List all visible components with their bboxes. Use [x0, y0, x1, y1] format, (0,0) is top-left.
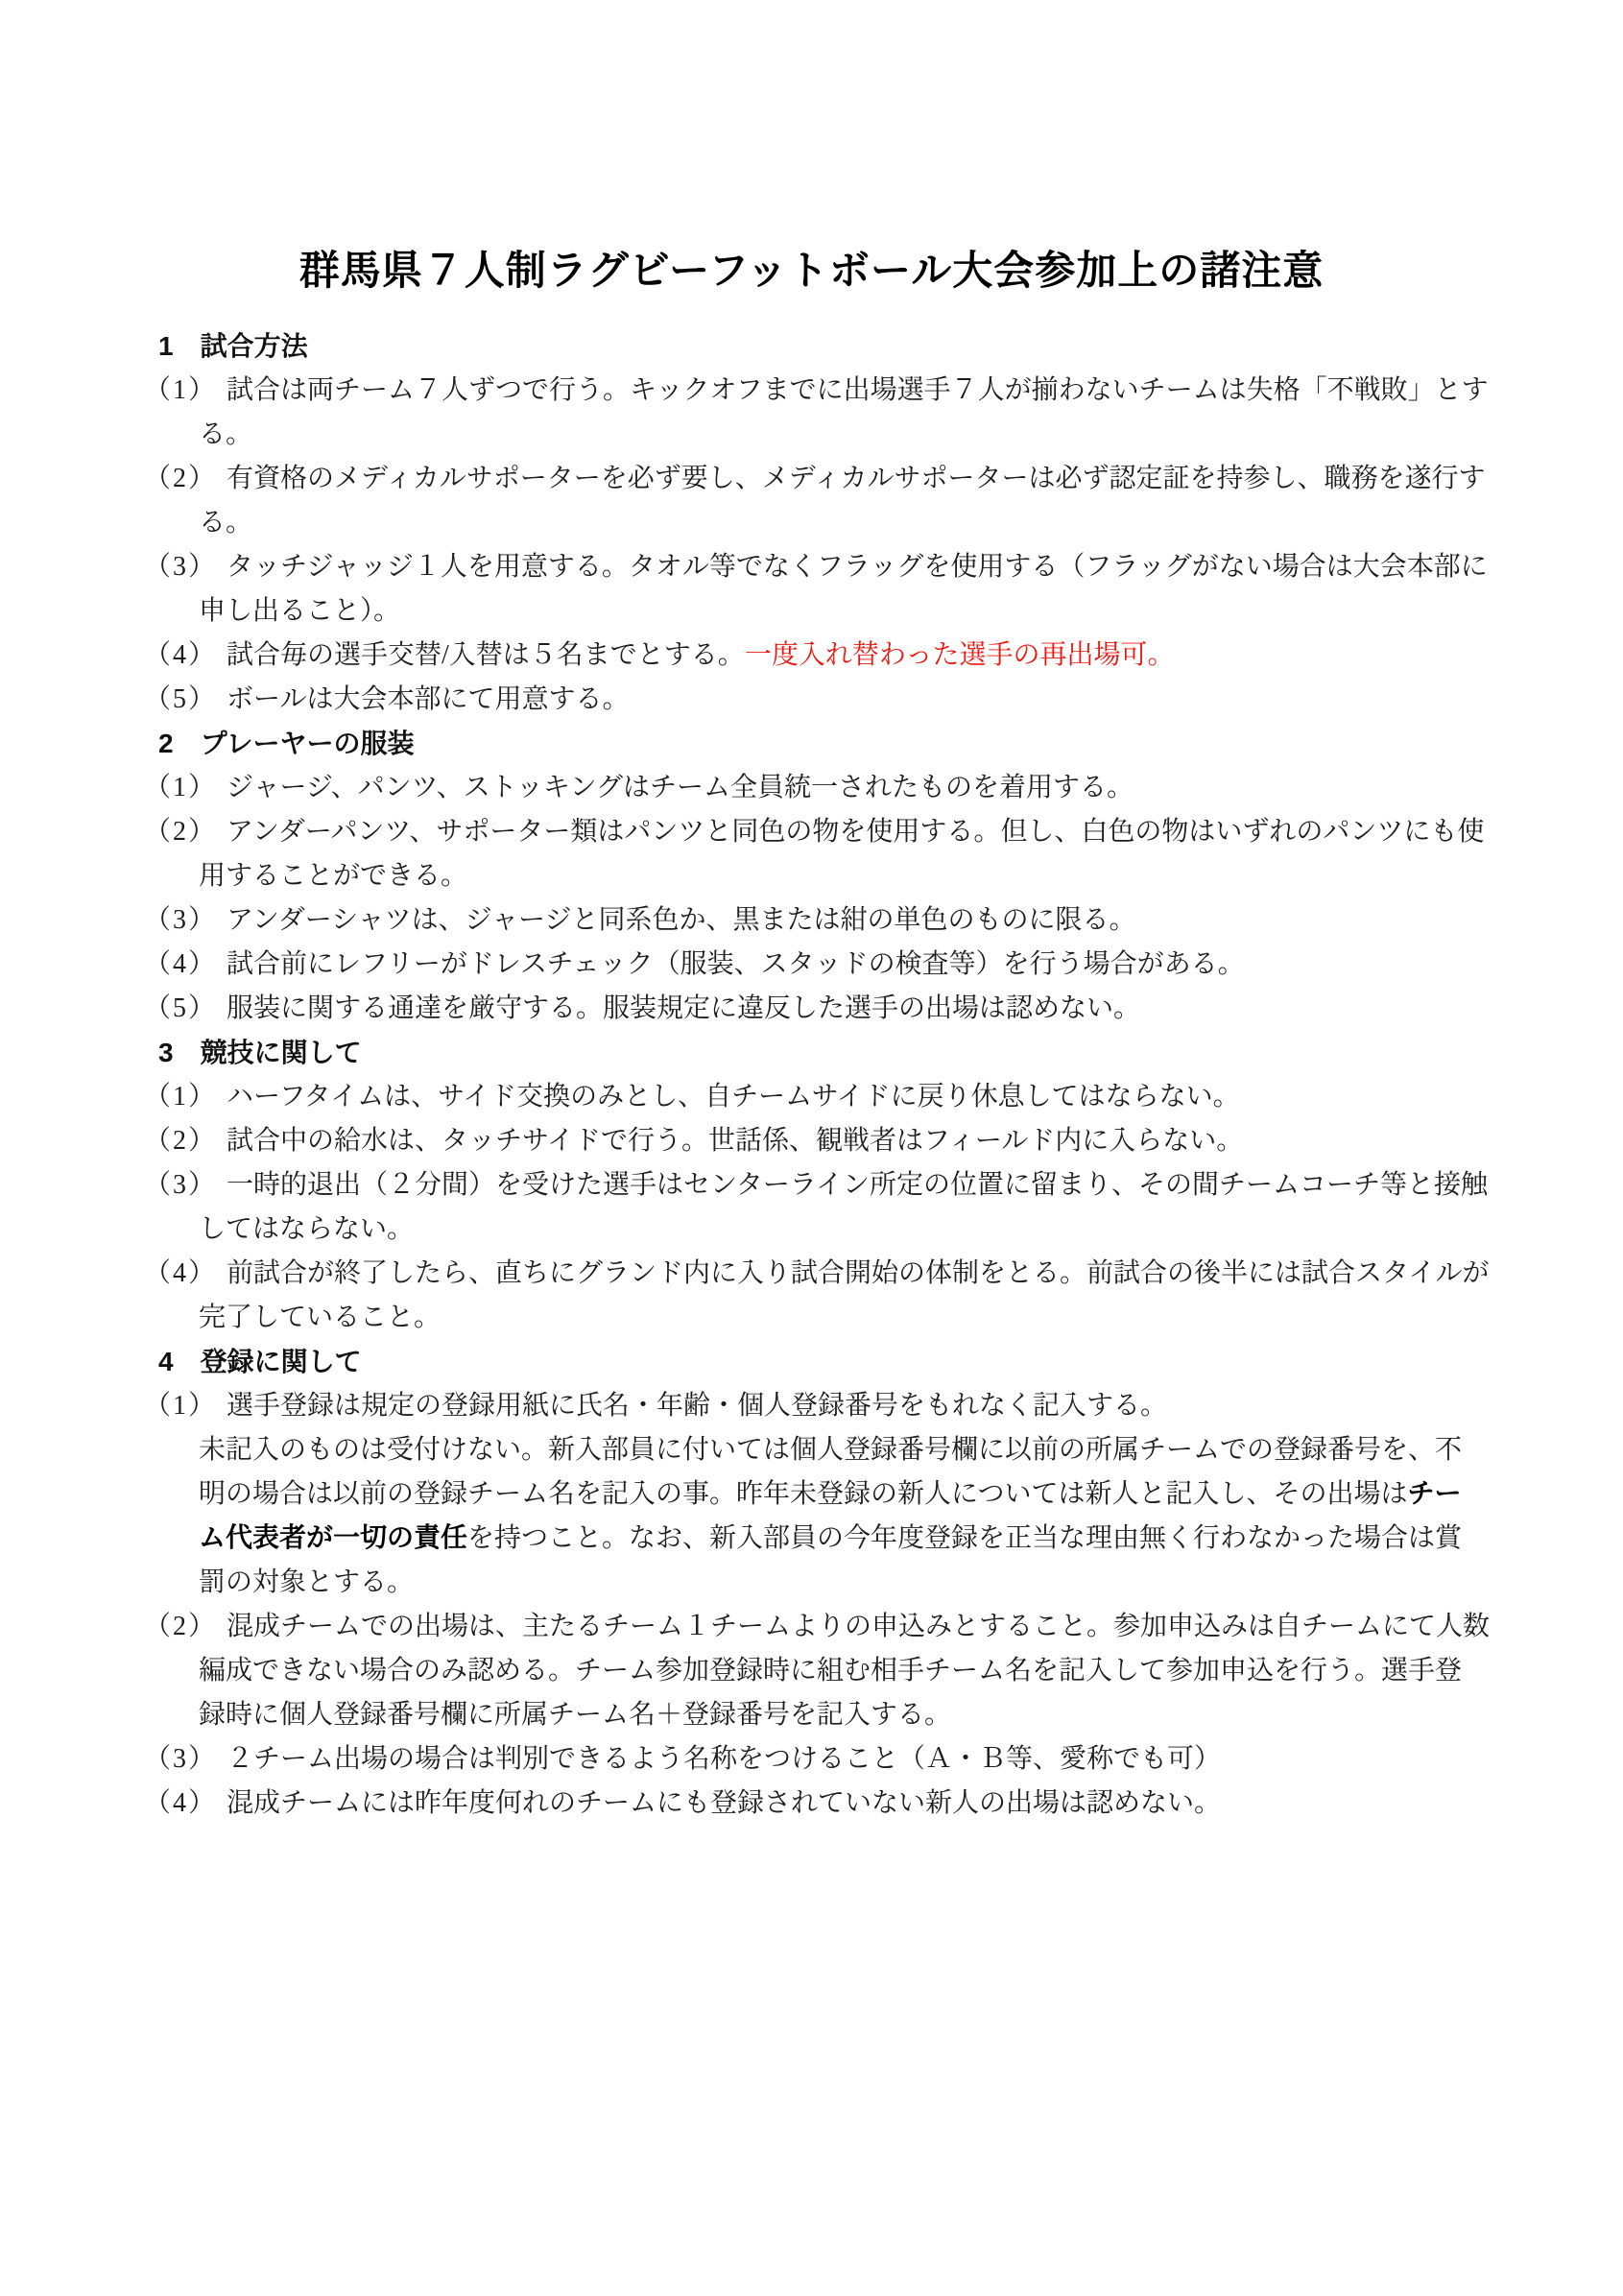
section-heading-text: プレーヤーの服装 — [200, 729, 415, 759]
section-number: 2 — [158, 729, 174, 759]
body-text: 罰の対象とする。 — [199, 1567, 415, 1598]
section-heading — [144, 1031, 1479, 1075]
item-number-label: （2） — [144, 1126, 218, 1157]
text-line — [144, 1252, 1490, 1296]
body-text: 服装に関する通達を厳守する。服装規定に違反した選手の出場は認めない。 — [227, 993, 1141, 1024]
list-item — [144, 545, 1488, 634]
list-item — [144, 369, 1489, 457]
section-2 — [144, 722, 1485, 1031]
section-number: 3 — [158, 1038, 174, 1068]
body-text: 用することができる。 — [199, 861, 468, 892]
item-number-label: （2） — [144, 464, 218, 494]
body-text: 未記入のものは受付けない。新入部員に付いては個人登録番号欄に以前の所属チームでの登録番号を、不 — [199, 1435, 1463, 1466]
body-text: してはならない。 — [199, 1214, 415, 1245]
text-line — [144, 1163, 1489, 1208]
text-line — [144, 1649, 1479, 1693]
list-item — [144, 1119, 1479, 1163]
body-text: タッチジャッジ１人を用意する。タオル等でなくフラッグを使用する（フラッグがない場合は大会本部に — [227, 552, 1488, 583]
bold-emphasis-text: チー — [1407, 1479, 1462, 1510]
section-4 — [144, 1340, 1491, 1826]
list-item — [144, 457, 1486, 545]
item-number-label: （5） — [144, 684, 218, 715]
section-heading-text: 試合方法 — [200, 331, 308, 362]
text-line — [144, 1384, 1479, 1428]
list-item — [144, 987, 1479, 1031]
list-item — [144, 1782, 1479, 1826]
item-number-label: （1） — [144, 1391, 218, 1422]
list-item — [144, 1737, 1479, 1782]
item-number-label: （3） — [144, 552, 218, 583]
item-number-label: （4） — [144, 1258, 218, 1289]
body-text: る。 — [199, 419, 253, 450]
body-text: 試合毎の選手交替/入替は５名までとする。 — [227, 640, 745, 671]
text-line — [144, 1472, 1479, 1517]
text-line — [144, 766, 1479, 810]
text-line — [144, 634, 1479, 678]
body-text: 試合前にレフリーがドレスチェック（服装、スタッドの検査等）を行う場合がある。 — [227, 949, 1245, 980]
section-heading-text: 登録に関して — [200, 1347, 362, 1377]
body-text: 明の場合は以前の登録チーム名を記入の事。昨年未登録の新人については新人と記入し、その出場は — [199, 1479, 1408, 1510]
item-number-label: （5） — [144, 993, 218, 1024]
text-line — [144, 1693, 1479, 1737]
item-number-label: （1） — [144, 1082, 218, 1112]
text-line — [144, 987, 1479, 1031]
list-item — [144, 1252, 1490, 1340]
section-heading — [144, 1340, 1479, 1384]
body-text: ボールは大会本部にて用意する。 — [227, 684, 630, 715]
text-line — [144, 1075, 1479, 1119]
body-text: 試合は両チーム７人ずつで行う。キックオフまでに出場選手７人が揃わないチームは失格「不戦敗」とす — [227, 375, 1489, 406]
text-line — [144, 898, 1479, 943]
body-text: 試合中の給水は、タッチサイドで行う。世話係、観戦者はフィールド内に入らない。 — [227, 1126, 1244, 1157]
list-item — [144, 1163, 1489, 1252]
list-item — [144, 943, 1479, 987]
list-item — [144, 898, 1479, 943]
item-number-label: （1） — [144, 375, 218, 406]
text-line — [144, 1782, 1479, 1826]
text-line — [144, 1119, 1479, 1163]
list-item — [144, 678, 1479, 722]
body-text: 前試合が終了したら、直ちにグランド内に入り試合開始の体制をとる。前試合の後半には試合スタイルが — [227, 1258, 1490, 1289]
section-heading — [144, 722, 1479, 766]
list-item — [144, 766, 1479, 810]
item-number-label: （2） — [144, 1612, 218, 1642]
red-emphasis-text: 一度入れ替わった選手の再出場可。 — [744, 640, 1175, 671]
list-item — [144, 1075, 1479, 1119]
item-number-label: （3） — [144, 1170, 218, 1201]
section-heading — [144, 324, 1479, 369]
section-3 — [144, 1031, 1490, 1340]
section-heading-text: 競技に関して — [200, 1038, 362, 1068]
item-number-label: （2） — [144, 817, 218, 848]
body-text: 録時に個人登録番号欄に所属チーム名＋登録番号を記入する。 — [199, 1700, 952, 1731]
text-line — [144, 457, 1486, 501]
body-text: を持つこと。なお、新入部員の今年度登録を正当な理由無く行わなかった場合は賞 — [467, 1523, 1463, 1554]
list-item — [144, 1605, 1491, 1737]
section-1 — [144, 324, 1489, 722]
item-number-label: （3） — [144, 905, 218, 936]
body-text: 申し出ること）。 — [199, 596, 401, 627]
text-line — [144, 854, 1479, 898]
body-text: 編成できない場合のみ認める。チーム参加登録時に組む相手チーム名を記入して参加申込を行う。選手登 — [199, 1656, 1463, 1686]
document-body — [144, 324, 1491, 1826]
item-number-label: （1） — [144, 773, 218, 803]
text-line — [144, 1296, 1479, 1340]
text-line — [144, 1605, 1491, 1649]
body-text: 完了していること。 — [199, 1303, 442, 1333]
body-text: ジャージ、パンツ、ストッキングはチーム全員統一されたものを着用する。 — [227, 773, 1134, 803]
section-number: 1 — [158, 331, 174, 362]
text-line — [144, 1737, 1479, 1782]
text-line — [144, 1517, 1479, 1561]
document-title: 群馬県７人制ラグビーフットボール大会参加上の諸注意 — [298, 250, 1325, 294]
list-item — [144, 1384, 1479, 1605]
body-text: 混成チームには昨年度何れのチームにも登録されていない新人の出場は認めない。 — [227, 1788, 1222, 1819]
text-line — [144, 1428, 1479, 1472]
text-line — [144, 1561, 1479, 1605]
text-line — [144, 589, 1479, 634]
text-line — [144, 545, 1488, 589]
text-line — [144, 501, 1479, 545]
item-number-label: （4） — [144, 949, 218, 980]
bold-emphasis-text: ム代表者が一切の責任 — [199, 1523, 468, 1554]
text-line — [144, 1208, 1479, 1252]
body-text: ハーフタイムは、サイド交換のみとし、自チームサイドに戻り休息してはならない。 — [227, 1082, 1240, 1112]
body-text: 一時的退出（２分間）を受けた選手はセンターライン所定の位置に留まり、その間チームコーチ等と接触 — [227, 1170, 1489, 1201]
item-number-label: （4） — [144, 1788, 218, 1819]
body-text: 混成チームでの出場は、主たるチーム１チームよりの申込みとすること。参加申込みは自チームにて人数 — [227, 1612, 1491, 1642]
list-item — [144, 810, 1485, 898]
body-text: ２チーム出場の場合は判別できるよう名称をつけること（Ａ・Ｂ等、愛称でも可） — [227, 1744, 1222, 1775]
text-line — [144, 943, 1479, 987]
body-text: アンダーシャツは、ジャージと同系色か、黒または紺の単色のものに限る。 — [227, 905, 1136, 936]
body-text: 有資格のメディカルサポーターを必ず要し、メディカルサポーターは必ず認定証を持参し、職務を遂行す — [227, 464, 1486, 494]
body-text: 選手登録は規定の登録用紙に氏名・年齢・個人登録番号をもれなく記入する。 — [227, 1391, 1168, 1422]
section-number: 4 — [158, 1347, 174, 1377]
body-text: アンダーパンツ、サポーター類はパンツと同色の物を使用する。但し、白色の物はいずれのパンツにも使 — [227, 817, 1485, 848]
list-item — [144, 634, 1479, 678]
item-number-label: （3） — [144, 1744, 218, 1775]
body-text: る。 — [199, 508, 253, 538]
text-line — [144, 369, 1489, 413]
text-line — [144, 810, 1485, 854]
text-line — [144, 678, 1479, 722]
text-line — [144, 413, 1479, 457]
item-number-label: （4） — [144, 640, 218, 671]
